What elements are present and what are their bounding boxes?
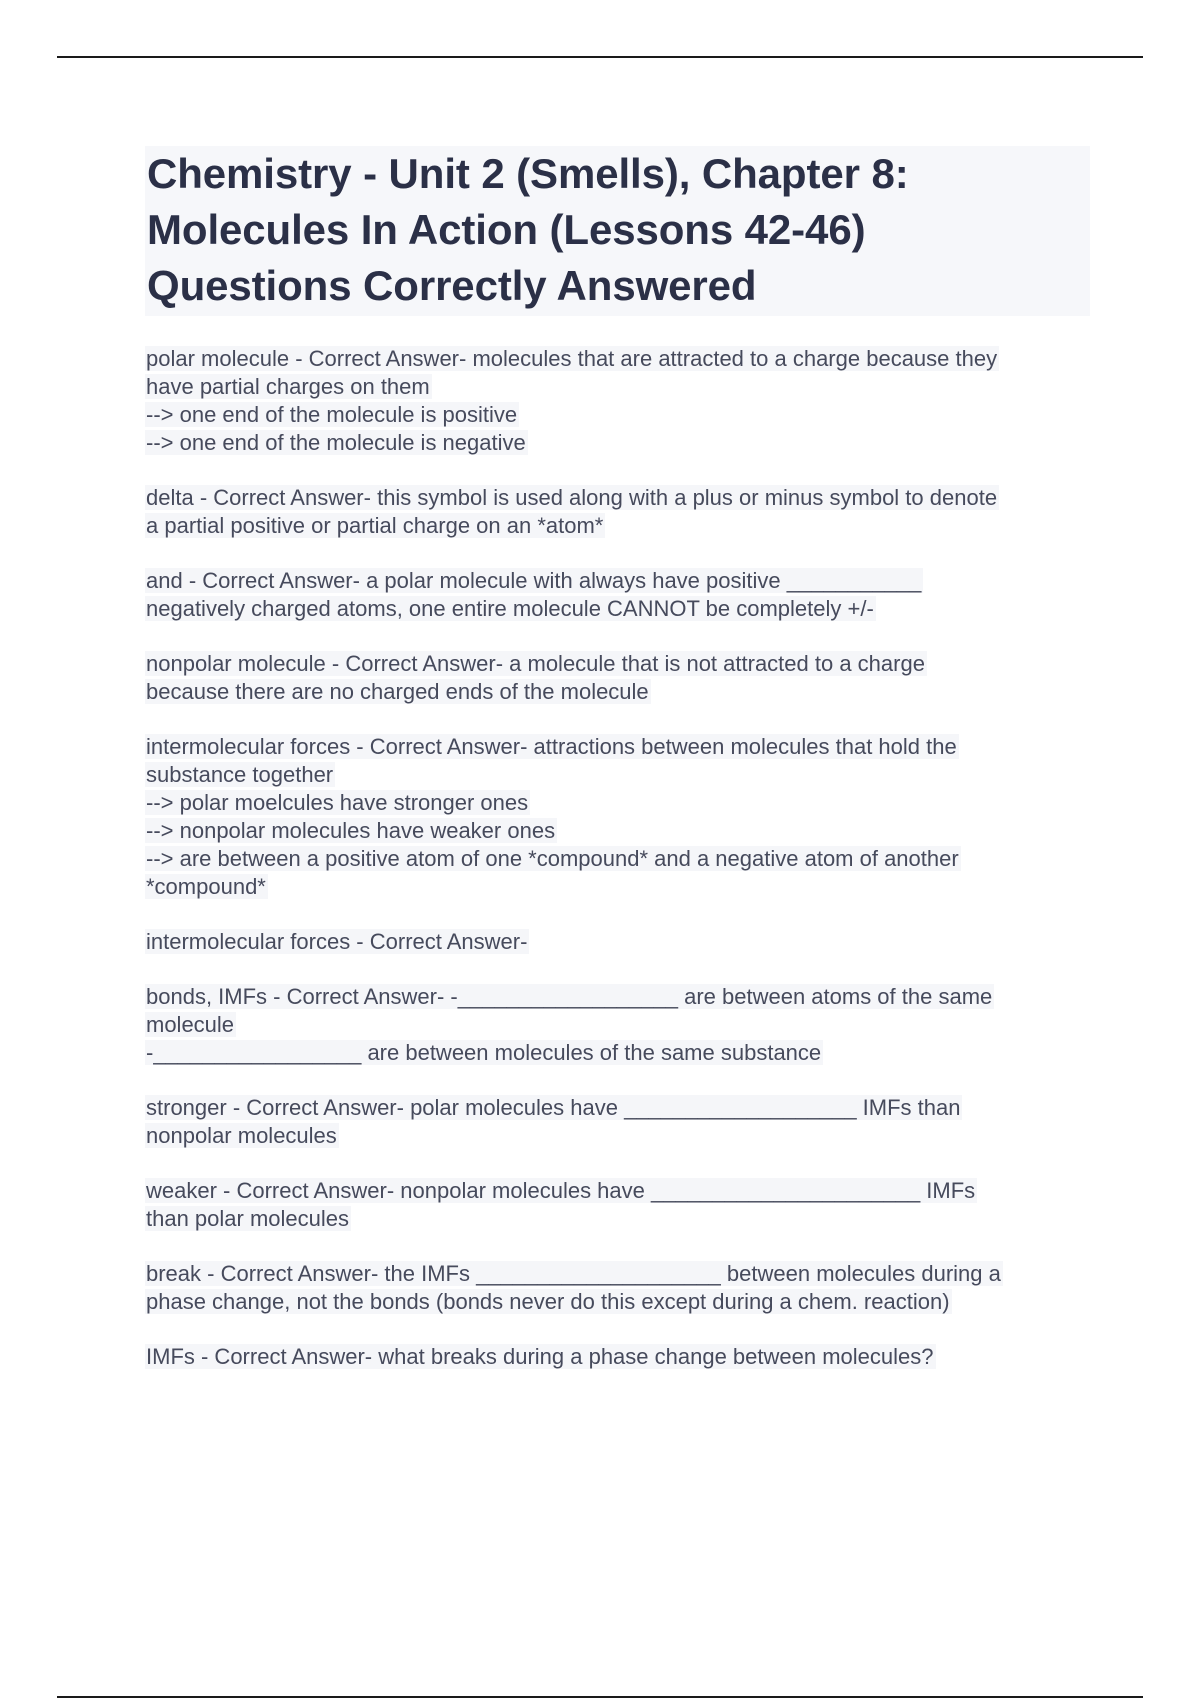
entry-line: bonds, IMFs - Correct Answer- -__________________ are between atoms of the same bbox=[146, 984, 993, 1009]
entry-line: weaker - Correct Answer- nonpolar molecules have ______________________ IMFs bbox=[146, 1178, 976, 1203]
qa-entry bbox=[145, 983, 1090, 1067]
entry-line: --> one end of the molecule is negative bbox=[146, 430, 526, 455]
entry-line: a partial positive or partial charge on an *atom* bbox=[146, 513, 604, 538]
entry-line: phase change, not the bonds (bonds never do this except during a chem. reaction) bbox=[146, 1289, 950, 1314]
qa-entry bbox=[145, 733, 1090, 901]
title-line: Questions Correctly Answered bbox=[147, 262, 757, 309]
qa-entry bbox=[145, 1260, 1090, 1316]
entry-line: --> one end of the molecule is positive bbox=[146, 402, 518, 427]
entry-line: intermolecular forces - Correct Answer- bbox=[146, 929, 528, 954]
entry-line: nonpolar molecules bbox=[146, 1123, 337, 1148]
qa-entry bbox=[145, 1094, 1090, 1150]
entry-line: IMFs - Correct Answer- what breaks during a phase change between molecules? bbox=[146, 1344, 934, 1369]
entry-line: negatively charged atoms, one entire molecule CANNOT be completely +/- bbox=[146, 596, 874, 621]
entry-line: nonpolar molecule - Correct Answer- a molecule that is not attracted to a charge bbox=[146, 651, 925, 676]
qa-entry bbox=[145, 345, 1090, 457]
entry-line: have partial charges on them bbox=[146, 374, 430, 399]
qa-entry bbox=[145, 484, 1090, 540]
entry-line: than polar molecules bbox=[146, 1206, 350, 1231]
title-line: Molecules In Action (Lessons 42-46) bbox=[147, 206, 866, 253]
qa-entry bbox=[145, 567, 1090, 623]
entry-line: --> nonpolar molecules have weaker ones bbox=[146, 818, 556, 843]
bottom-rule bbox=[57, 1696, 1143, 1698]
entry-line: break - Correct Answer- the IMFs ____________________ between molecules during a bbox=[146, 1261, 1001, 1286]
entry-line: stronger - Correct Answer- polar molecules have ___________________ IMFs than bbox=[146, 1095, 961, 1120]
top-rule bbox=[57, 56, 1143, 58]
entry-line: substance together bbox=[146, 762, 334, 787]
entry-line: because there are no charged ends of the molecule bbox=[146, 679, 649, 704]
entry-line: and - Correct Answer- a polar molecule with always have positive ___________ bbox=[146, 568, 922, 593]
qa-entry bbox=[145, 928, 1090, 956]
qa-entry bbox=[145, 650, 1090, 706]
entry-line: delta - Correct Answer- this symbol is used along with a plus or minus symbol to denote bbox=[146, 485, 998, 510]
document-body bbox=[145, 146, 1090, 1398]
entry-line: polar molecule - Correct Answer- molecules that are attracted to a charge because they bbox=[146, 346, 998, 371]
qa-entry bbox=[145, 1343, 1090, 1371]
qa-entry bbox=[145, 1177, 1090, 1233]
entry-line: molecule bbox=[146, 1012, 235, 1037]
document-title bbox=[145, 146, 1090, 316]
title-line: Chemistry - Unit 2 (Smells), Chapter 8: bbox=[147, 150, 909, 197]
entry-line: -_________________ are between molecules of the same substance bbox=[146, 1040, 822, 1065]
entry-line: intermolecular forces - Correct Answer- attractions between molecules that hold the bbox=[146, 734, 957, 759]
entry-line: --> polar moelcules have stronger ones bbox=[146, 790, 529, 815]
entry-line: *compound* bbox=[146, 874, 266, 899]
entry-line: --> are between a positive atom of one *compound* and a negative atom of another bbox=[146, 846, 959, 871]
